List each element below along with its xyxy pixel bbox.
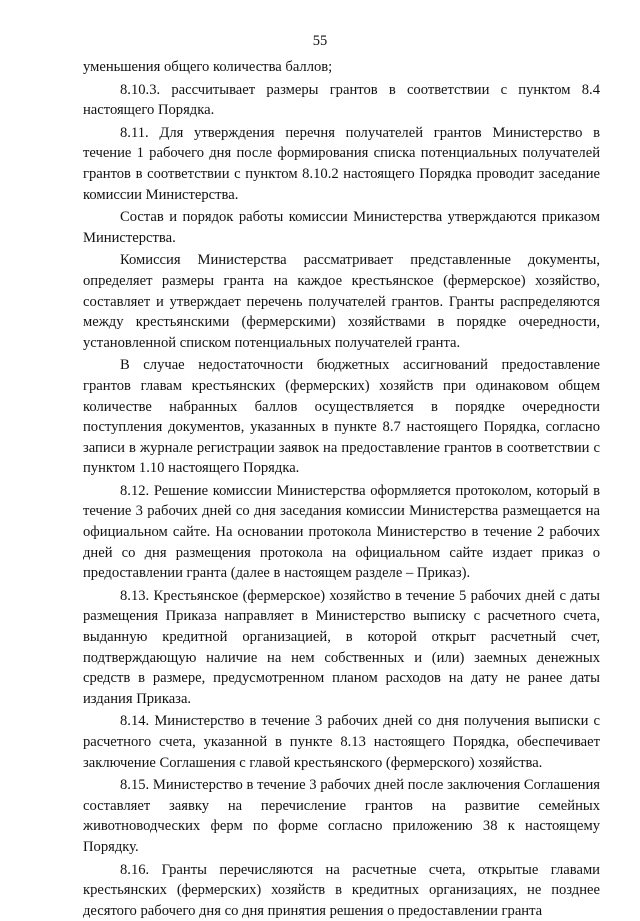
page-number: 55 — [312, 33, 328, 49]
paragraph-commission-review: Комиссия Министерства рассматривает представленные документы, определяет размеры гранта на каждое крестьянское (фермерское) хозяйство, составляет и утверждает перечень получателей грантов. Гранты распределяются между крестьянскими (фермерскими) хозяйствами в порядке очередности, установленной списком потенциальных получателей гранта. — [83, 252, 600, 351]
paragraph-8-15: 8.15. Министерство в течение 3 рабочих дней после заключения Соглашения составляет заявку на перечисление грантов на развитие семейных животноводческих ферм по форме согласно приложению 38 к настоящему Порядку. — [83, 777, 600, 855]
paragraph-8-16: 8.16. Гранты перечисляются на расчетные счета, открытые главами крестьянских (фермерских) хозяйств в кредитных организациях, не позднее десятого рабочего дня со дня принятия решения о предоставлении гранта — [83, 861, 600, 919]
paragraph-8-11: 8.11. Для утверждения перечня получателей грантов Министерство в течение 1 рабочего дня после формирования списка потенциальных получателей грантов в соответствии с пунктом 8.10.2 настоящего Порядка проводит заседание комиссии Министерства. — [83, 124, 600, 203]
paragraph-commission-composition: Состав и порядок работы комиссии Министерства утверждаются приказом Министерства. — [83, 209, 600, 246]
paragraph-8-12: 8.12. Решение комиссии Министерства оформляется протоколом, который в течение 3 рабочих дней со дня заседания комиссии Министерства размещается на официальном сайте. На основании протокола Министерство в течение 2 рабочих дней со дня размещения протокола на официальном сайте издает приказ о предоставлении гранта (далее в настоящем разделе – Приказ). — [83, 482, 600, 582]
paragraph-8-13: 8.13. Крестьянское (фермерское) хозяйство в течение 5 рабочих дней с даты размещения Приказа направляет в Министерство выписку с расчетного счета, выданную кредитной организацией, в которой открыт расчетный счет, подтверждающую наличие на нем собственных и (или) заемных денежных средств в размере, предусмотренном планом расходов на дату не ранее даты издания Приказа. — [83, 587, 600, 707]
paragraph-insufficient-funds: В случае недостаточности бюджетных ассигнований предоставление грантов главам крестьянских (фермерских) хозяйств при одинаковом общем количестве набранных баллов осуществляется в порядке очередности поступления документов, указанных в пункте 8.7 настоящего Порядка, согласно записи в журнале регистрации заявок на предоставление грантов в соответствии с пунктом 1.10 настоящего Порядка. — [83, 357, 600, 477]
paragraph-8-10-3: 8.10.3. рассчитывает размеры грантов в соответствии с пунктом 8.4 настоящего Порядка. — [83, 81, 600, 119]
document-body — [83, 57, 600, 921]
paragraph-continuation: уменьшения общего количества баллов; — [83, 59, 333, 75]
paragraph-8-14: 8.14. Министерство в течение 3 рабочих дней со дня получения выписки с расчетного счета, указанной в пункте 8.13 настоящего Порядка, обеспечивает заключение Соглашения с главой крестьянского (фермерского) хозяйства. — [83, 713, 600, 771]
